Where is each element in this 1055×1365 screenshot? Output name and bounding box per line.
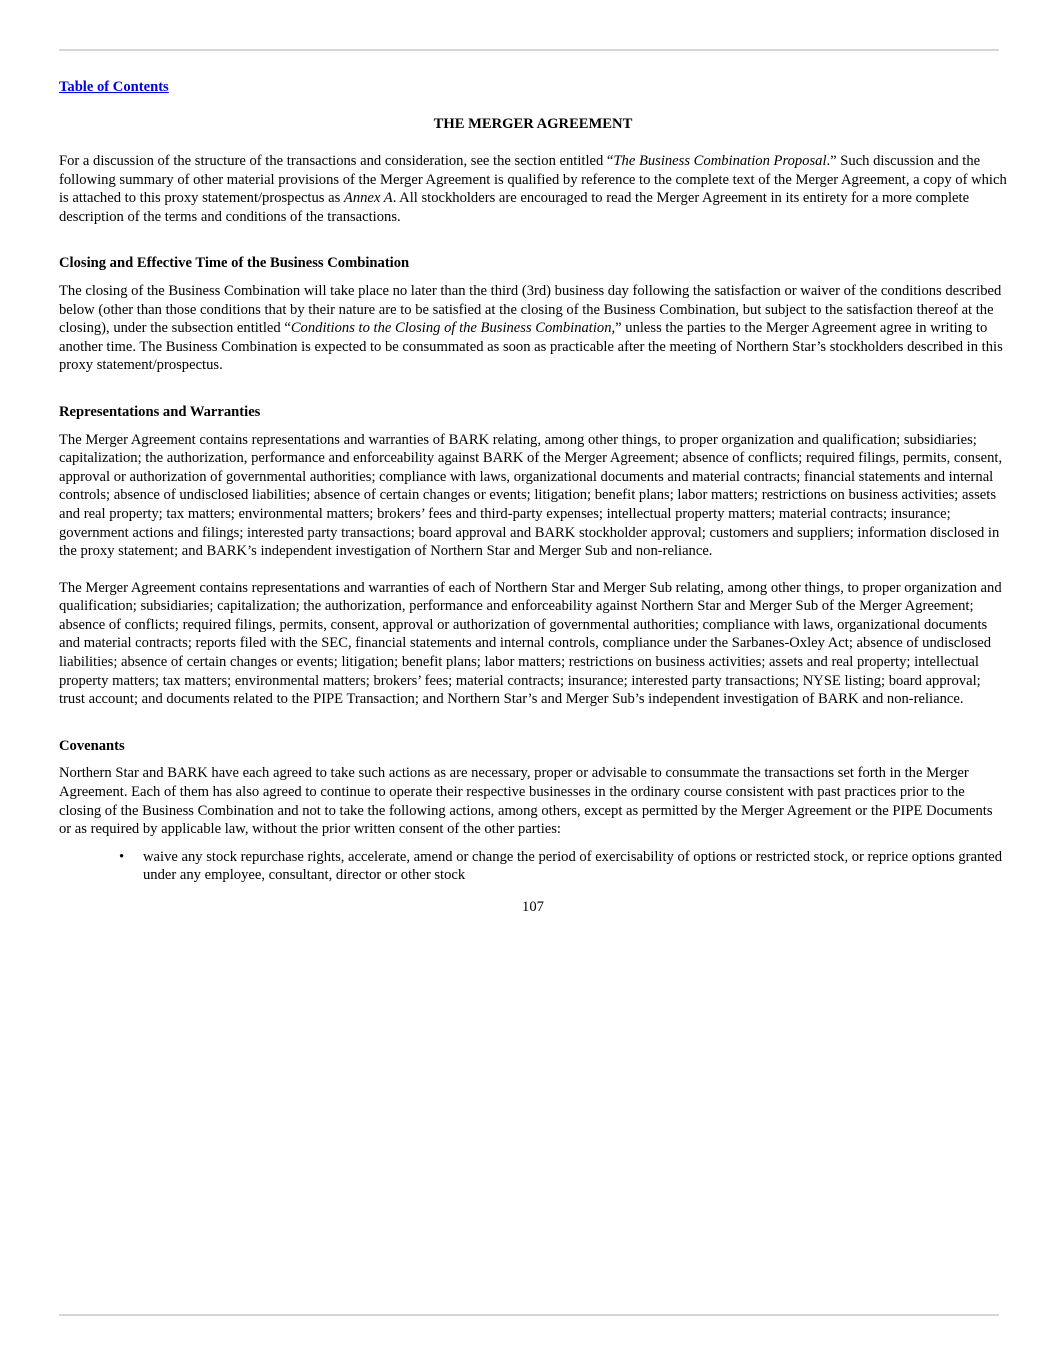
representations-paragraph-1: The Merger Agreement contains representations and warranties of BARK relating, among other things, to proper organization and qualification; subsidiaries; capitalization; the authorization, performance and enforceability against BARK of the Merger Agreement; absence of conflicts; required filings, permits, consent, approval or authorization of governmental authorities; compliance with laws, organizational documents and material contracts; financial statements and internal controls; absence of undisclosed liabilities; absence of certain changes or events; litigation; benefit plans; labor matters; restrictions on business activities; assets and real property; tax matters; environmental matters; brokers’ fees and third-party expenses; intellectual property matters; material contracts; insurance; government actions and filings; interested party transactions; board approval and BARK stockholder approval; customers and suppliers; information disclosed in the proxy statement; and BARK’s independent investigation of Northern Star and Merger Sub and non-reliance. [59, 431, 1003, 560]
intro-text-2: .” Such discussion and the following summary of other material provisions of the Merger Agreement is qualified by reference to the complete text of the Merger Agreement, a copy of which is attached to this proxy statement/prospectus as [59, 153, 1007, 207]
page-number: 107 [522, 899, 544, 915]
list-item [59, 848, 1007, 885]
section-title: THE MERGER AGREEMENT [433, 116, 633, 132]
representations-heading: Representations and Warranties [59, 403, 261, 420]
bullet-marker: • [119, 848, 125, 865]
intro-text-1: For a discussion of the structure of the transactions and consideration, see the section entitled “ [59, 153, 614, 169]
table-of-contents-link[interactable]: Table of Contents [59, 79, 169, 95]
closing-text-1: The closing of the Business Combination will take place no later than the third (3rd) business day following the satisfaction or waiver of the conditions described below (other than those conditions that by their nature are to be satisfied at the closing of the Business Combination, but subject to the satisfaction thereof at the closing), under the subsection entitled “ [59, 282, 1002, 337]
closing-text-2: ,” unless the parties to the Merger Agreement agree in writing to another time. The Business Combination is expected to be consummated as soon as practicable after the meeting of Northern Star’s stockholders described in this proxy statement/prospectus. [59, 320, 1003, 374]
intro-italic-1: The Business Combination Proposal [613, 153, 827, 169]
bullet-text: waive any stock repurchase rights, accelerate, amend or change the period of exercisability of options or restricted stock, or reprice options granted under any employee, consultant, director or other stock [143, 848, 1003, 884]
document-page [59, 78, 1007, 917]
covenants-heading: Covenants [59, 737, 125, 754]
intro-italic-2: Annex A [343, 190, 393, 207]
closing-heading: Closing and Effective Time of the Business Combination [59, 255, 410, 272]
covenants-paragraph: Northern Star and BARK have each agreed to take such actions as are necessary, proper or advisable to consummate the transactions set forth in the Merger Agreement. Each of them has also agreed to continue to operate their respective businesses in the ordinary course consistent with past practices prior to the closing of the Business Combination and not to take the following actions, among others, except as permitted by the Merger Agreement or the PIPE Documents or as required by applicable law, without the prior written consent of the other parties: [59, 765, 993, 838]
bottom-divider [59, 1314, 999, 1316]
intro-text-3: . All stockholders are encouraged to read the Merger Agreement in its entirety for a more complete description of the terms and conditions of the transactions. [59, 190, 970, 225]
top-divider [59, 49, 999, 51]
representations-paragraph-2: The Merger Agreement contains representations and warranties of each of Northern Star and Merger Sub relating, among other things, to proper organization and qualification; subsidiaries; capitalization; the authorization, performance and enforceability against Northern Star and Merger Sub of the Merger Agreement; absence of conflicts; required filings, permits, consent, approval or authorization of governmental authorities; compliance with laws, organizational documents and material contracts; reports filed with the SEC, financial statements and internal controls, compliance under the Sarbanes-Oxley Act; absence of undisclosed liabilities; absence of certain changes or events; litigation; benefit plans; labor matters; restrictions on business activities; assets and real property; intellectual property matters; tax matters; environmental matters; brokers’ fees; material contracts; insurance; interested party transactions; NYSE listing; board approval; trust account; and documents related to the PIPE Transaction; and Northern Star’s and Merger Sub’s independent investigation of BARK and non-reliance. [59, 579, 1002, 708]
closing-italic: Conditions to the Closing of the Business Combination [290, 320, 612, 337]
intro-paragraph [59, 152, 1007, 226]
closing-paragraph [59, 282, 1007, 375]
